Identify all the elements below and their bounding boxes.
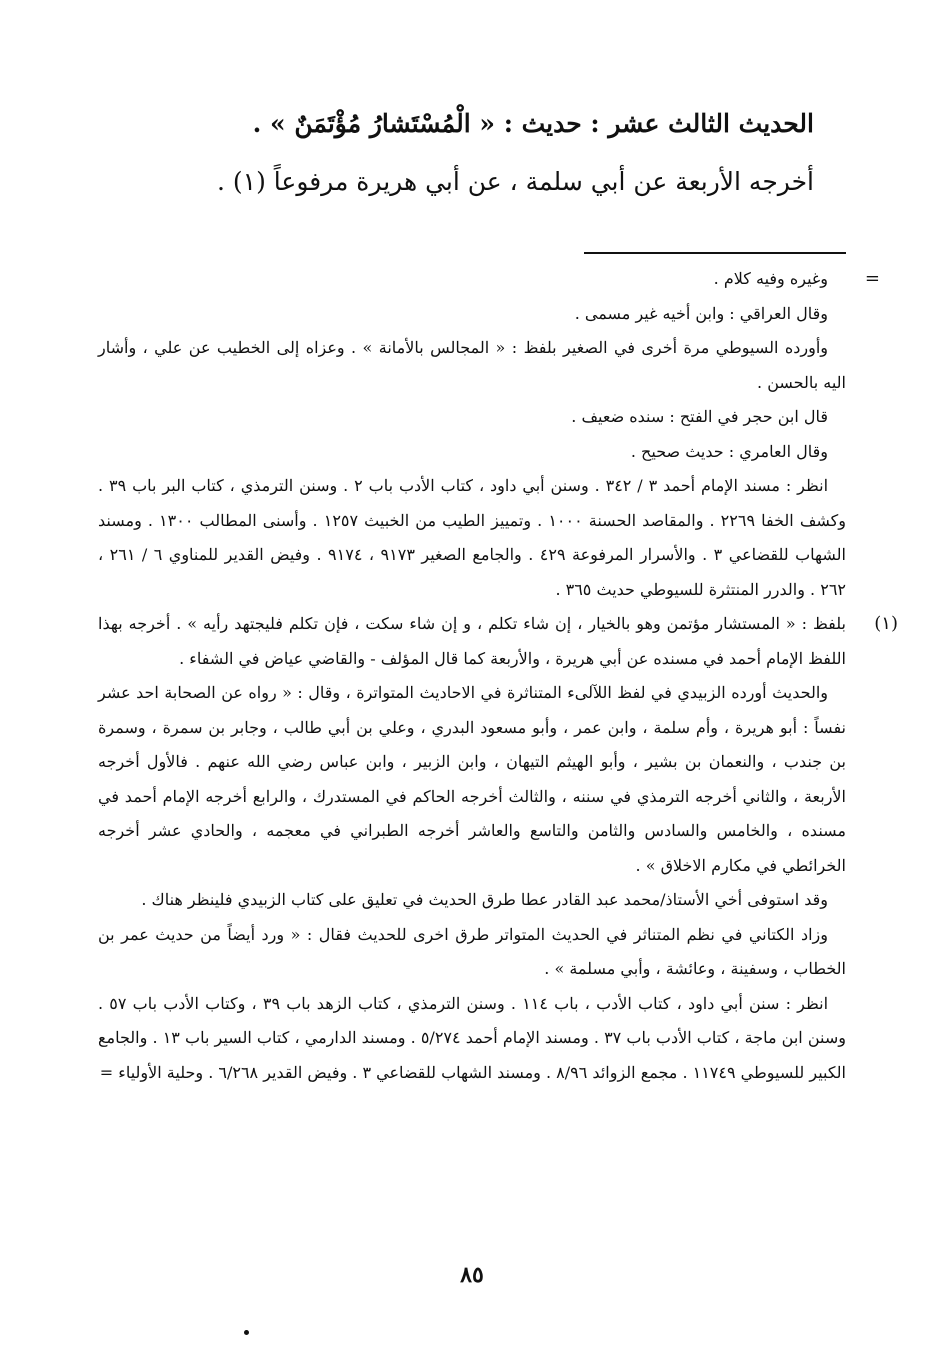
hadith-source-line: أخرجه الأربعة عن أبي سلمة ، عن أبي هريرة مرفوعاً (١) . <box>216 167 814 196</box>
hadith-heading: الحديث الثالث عشر : حديث : « الْمُسْتَشارُ مُؤْتَمَنٌ » . <box>252 109 814 138</box>
footnote-paragraph <box>98 262 880 297</box>
footnote-paragraph <box>98 297 846 332</box>
footnote-paragraph <box>98 400 846 435</box>
footnote-paragraph <box>98 676 846 883</box>
footnote-text: قال ابن حجر في الفتح : سنده ضعيف . <box>571 407 828 426</box>
footnote-text: وزاد الكتاني في نظم المتناثر في الحديث المتواتر طرق اخرى للحديث فقال : « ورد أيضاً من حديث عمر بن الخطاب ، وسفينة ، وعائشة ، وأبي مسلمة » . <box>98 924 846 978</box>
footnote-paragraph <box>98 435 846 470</box>
footnote-text: والحديث أورده الزبيدي في لفظ اللآلىء المتناثرة في الاحاديث المتواترة ، وقال : « رواه عن الصحابة احد عشر نفساً : أبو هريرة ، وأم سلمة ، وابن عمر ، وأبو مسعود البدري ، وعلي بن أبي طالب ، وجابر بن سمرة ، وسمرة بن جندب ، والنعمان بن بشير ، وأبو الهيثم التيهان ، وابن الزبير ، وابن عباس رضي الله عنهم . فالأول أخرجه الأربعة ، والثاني أخرجه الترمذي في سننه ، والثالث أخرجه الحاكم في المستدرك ، والرابع أخرجه الإمام أحمد في مسنده ، والخامس والسادس والثامن والتاسع والعاشر أخرجه الطبراني في معجمه ، والحادي عشر أخرجه الخرائطي في مكارم الاخلاق » . <box>98 683 847 875</box>
footnote-separator <box>584 252 846 254</box>
footnote-paragraph <box>98 469 846 607</box>
footnote-paragraph <box>98 987 846 1091</box>
ink-dot <box>244 1330 249 1335</box>
footnotes-section <box>98 262 898 1090</box>
footnote-text: وقال العامري : حديث صحيح . <box>630 441 828 461</box>
footnote-text: بلفظ : « المستشار مؤتمن وهو بالخيار ، إن شاء تكلم ، و إن شاء سكت ، فإن تكلم فليجتهد رأيه » . أخرجه بهذا اللفظ الإمام أحمد في مسنده عن أبي هريرة ، والأربعة كما قال المؤلف - والقاضي عياض في الشفاء . <box>98 614 846 668</box>
footnote-text: وأورده السيوطي مرة أخرى في الصغير بلفظ : « المجالس بالأمانة » . وعزاه إلى الخطيب عن علي ، وأشار اليه بالحسن . <box>98 338 846 392</box>
footnote-paragraph <box>98 607 898 676</box>
continuation-mark-top: = <box>864 268 880 289</box>
footnote-text: وقد استوفى أخي الأستاذ/محمد عبد القادر عطا طرق الحديث في تعليق على كتاب الزبيدي فلينظر هناك . <box>141 890 828 909</box>
footnote-paragraph <box>98 331 846 400</box>
footnote-text: انظر : مسند الإمام أحمد ٣ / ٣٤٢ . وسنن أبي داود ، كتاب الأدب باب ٢ . وسنن الترمذي ، كتاب البر باب ٣٩ . وكشف الخفا ٢٢٦٩ . والمقاصد الحسنة ١٠٠٠ . وتمييز الطيب من الخبيث ١٢٥٧ . وأسنى المطالب ١٣٠٠ . ومسند الشهاب للقضاعي ٣ . والأسرار المرفوعة ٤٢٩ . والجامع الصغير ٩١٧٣ ، ٩١٧٤ . وفيض القدير للمناوي ٦ / ٢٦١ ، ٢٦٢ . والدرر المنتثرة للسيوطي حديث ٣٦٥ . <box>98 476 847 599</box>
footnote-text: انظر : سنن أبي داود ، كتاب الأدب ، باب ١١٤ . وسنن الترمذي ، كتاب الزهد باب ٣٩ ، وكتاب الأدب باب ٥٧ . وسنن ابن ماجة ، كتاب الأدب باب ٣٧ . ومسند الإمام أحمد ٥/٢٧٤ . ومسند الدارمي ، كتاب السير باب ١٣ . والجامع الكبير للسيوطي ١١٧٤٩ . مجمع الزوائد ٨/٩٦ . ومسند الشهاب للقضاعي ٣ . وفيض القدير ٦/٢٦٨ . وحلية الأولياء <box>98 993 847 1082</box>
footnote-paragraph <box>98 883 846 918</box>
footnote-text: وقال العراقي : وابن أخيه غير مسمى . <box>574 303 828 323</box>
continuation-mark-bottom: = <box>99 1062 114 1082</box>
footnote-paragraph <box>98 918 846 987</box>
footnote-number: (١) <box>874 613 898 634</box>
footnote-text: وغيره وفيه كلام . <box>713 269 828 288</box>
page-number: ٨٥ <box>460 1262 484 1288</box>
